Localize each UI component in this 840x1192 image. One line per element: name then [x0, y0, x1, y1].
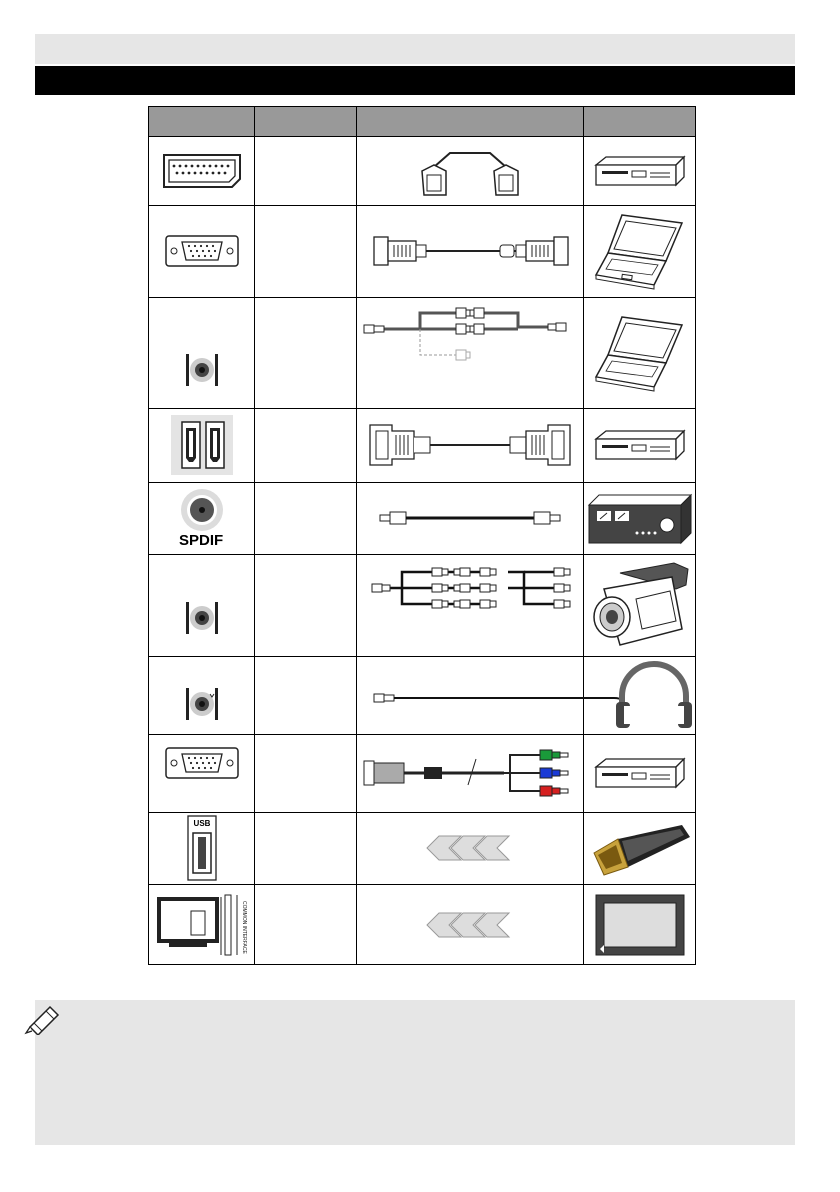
- top-band: [35, 34, 795, 64]
- av-jack-icon: [149, 554, 254, 656]
- dvd-recorder-icon: [583, 408, 697, 482]
- headphones-icon: [616, 664, 692, 728]
- scart-port-icon: [149, 137, 254, 205]
- hdmi-cable-icon: [356, 408, 583, 482]
- hdmi-ports-icon: [149, 408, 254, 482]
- connections-table: [148, 106, 696, 965]
- pc-audio-jack-icon: [149, 297, 254, 408]
- ypbpr-cable-icon: [356, 734, 583, 812]
- section-title-bar: [35, 66, 795, 95]
- pencil-icon: [22, 1003, 62, 1040]
- vga-port-icon: [149, 205, 254, 297]
- amplifier-icon: [583, 482, 697, 554]
- svg-text:COMMON INTERFACE: COMMON INTERFACE: [240, 901, 247, 954]
- insert-arrows-icon: [356, 884, 583, 966]
- vga-cable-icon: [356, 205, 583, 297]
- spdif-label: SPDIF: [179, 532, 224, 549]
- headphone-cable-icon: [356, 656, 697, 734]
- av-cable-icon: [356, 554, 583, 656]
- coaxial-cable-icon: [356, 482, 583, 554]
- insert-arrows-icon: [356, 812, 583, 884]
- ci-slot-icon: [149, 884, 254, 966]
- laptop-icon: [583, 297, 697, 408]
- usb-stick-icon: [583, 812, 697, 884]
- cam-module-icon: [583, 884, 697, 966]
- component-port-icon: [149, 734, 254, 812]
- laptop-icon: [583, 205, 697, 297]
- note-box: [35, 1000, 795, 1145]
- dvd-recorder-icon: [583, 734, 697, 812]
- audio-y-cable-icon: [356, 297, 583, 408]
- scart-cable-icon: [356, 137, 583, 205]
- usb-label: USB: [193, 819, 210, 828]
- camcorder-icon: [583, 554, 697, 656]
- table-header: [149, 107, 695, 137]
- headphone-jack-icon: [149, 656, 254, 734]
- usb-port-icon: [149, 812, 254, 884]
- dvd-recorder-icon: [583, 137, 697, 205]
